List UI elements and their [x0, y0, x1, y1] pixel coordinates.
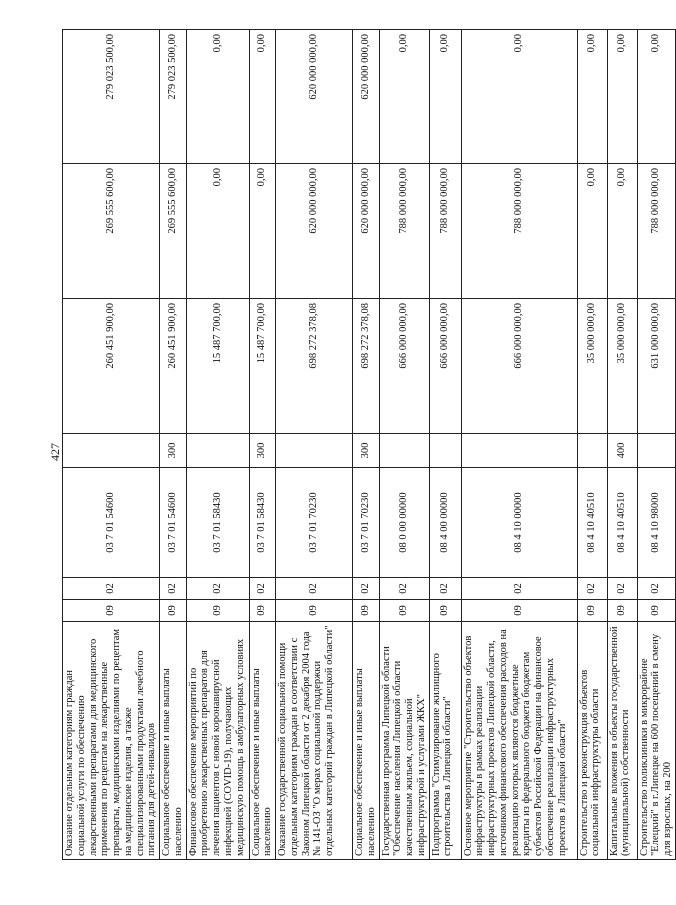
section-code: 02: [63, 578, 160, 600]
section-code: 02: [249, 578, 276, 600]
expense-type-code: 300: [160, 434, 187, 468]
amount-2024: 0,00: [186, 30, 249, 164]
amount-2023: 620 000 000,00: [353, 164, 380, 299]
amount-2023: 0,00: [249, 164, 276, 299]
target-article-code: 03 7 01 54600: [63, 468, 160, 578]
row-name: Подпрограмма "Стимулирование жилищного строительства в Липецкой области": [429, 622, 461, 860]
target-article-code: 03 7 01 70230: [276, 468, 353, 578]
amount-2023: 269 555 600,00: [160, 164, 187, 299]
table-row: [186, 30, 249, 860]
table-row: [63, 30, 160, 860]
table-row: [461, 30, 577, 860]
ved-code: 09: [63, 600, 160, 622]
amount-2024: 279 023 500,00: [160, 30, 187, 164]
expense-type-code: [429, 434, 461, 468]
ved-code: 09: [186, 600, 249, 622]
expense-type-code: 400: [607, 434, 637, 468]
page-number: 427: [48, 443, 62, 461]
ved-code: 09: [429, 600, 461, 622]
target-article-code: 08 4 10 00000: [461, 468, 577, 578]
amount-2024: 0,00: [379, 30, 429, 164]
section-code: 02: [276, 578, 353, 600]
amount-2023: 0,00: [186, 164, 249, 299]
amount-2022: 631 000 000,00: [637, 299, 675, 434]
expense-type-code: [379, 434, 429, 468]
amount-2022: 666 000 000,00: [461, 299, 577, 434]
section-code: 02: [637, 578, 675, 600]
ved-code: 09: [276, 600, 353, 622]
expense-type-code: 300: [249, 434, 276, 468]
target-article-code: 03 7 01 54600: [160, 468, 187, 578]
amount-2022: 35 000 000,00: [577, 299, 607, 434]
target-article-code: 08 0 00 00000: [379, 468, 429, 578]
amount-2022: 666 000 000,00: [379, 299, 429, 434]
amount-2022: 698 272 378,08: [353, 299, 380, 434]
section-code: 02: [429, 578, 461, 600]
ved-code: 09: [461, 600, 577, 622]
table-row: [160, 30, 187, 860]
target-article-code: 08 4 10 40510: [607, 468, 637, 578]
row-name: Капитальные вложения в объекты государственной (муниципальной) собственности: [607, 622, 637, 860]
row-name: Социальное обеспечение и иные выплаты населению: [353, 622, 380, 860]
table-row: [429, 30, 461, 860]
row-name: Оказание государственной социальной помощи отдельным категориям граждан в соответствии с Законом Липецкой области от 2 декабря 2004 года № 141-ОЗ "О мерах социальной поддержки отдельных категорий граждан в Липецкой области": [276, 622, 353, 860]
rotated-page: [62, 30, 673, 860]
target-article-code: 08 4 10 98000: [637, 468, 675, 578]
row-name: Социальное обеспечение и иные выплаты населению: [160, 622, 187, 860]
section-code: 02: [379, 578, 429, 600]
amount-2022: 35 000 000,00: [607, 299, 637, 434]
ved-code: 09: [249, 600, 276, 622]
table-row: [276, 30, 353, 860]
amount-2023: 269 555 600,00: [63, 164, 160, 299]
amount-2023: 620 000 000,00: [276, 164, 353, 299]
ved-code: 09: [607, 600, 637, 622]
amount-2023: 788 000 000,00: [637, 164, 675, 299]
ved-code: 09: [353, 600, 380, 622]
expense-type-code: [63, 434, 160, 468]
amount-2024: 0,00: [461, 30, 577, 164]
ved-code: 09: [577, 600, 607, 622]
row-name: Оказание отдельным категориям граждан социальной услуги по обеспечению лекарственными препаратами для медицинского применения по рецептам на лекарственные препараты, медицинскими изделиями по рецептам на медицинские изделия, а также специализированными продуктами лечебного питания для детей-инвалидов: [63, 622, 160, 860]
row-name: Социальное обеспечение и иные выплаты населению: [249, 622, 276, 860]
amount-2022: 15 487 700,00: [186, 299, 249, 434]
target-article-code: 03 7 01 58430: [186, 468, 249, 578]
table-row: [637, 30, 675, 860]
table-row: [379, 30, 429, 860]
amount-2024: 0,00: [577, 30, 607, 164]
section-code: 02: [577, 578, 607, 600]
amount-2024: 279 023 500,00: [63, 30, 160, 164]
amount-2022: 260 451 900,00: [160, 299, 187, 434]
target-article-code: 03 7 01 58430: [249, 468, 276, 578]
expense-type-code: [637, 434, 675, 468]
row-name: Финансовое обеспечение мероприятий по приобретению лекарственных препаратов для лечения пациентов с новой коронавирусной инфекцией (COVID-19), получающих медицинскую помощь в амбулаторных условиях: [186, 622, 249, 860]
table-row: [577, 30, 607, 860]
amount-2022: 666 000 000,00: [429, 299, 461, 434]
table-row: [353, 30, 380, 860]
amount-2022: 698 272 378,08: [276, 299, 353, 434]
target-article-code: 03 7 01 70230: [353, 468, 380, 578]
amount-2023: 0,00: [607, 164, 637, 299]
row-name: Строительство и реконструкция объектов социальной инфраструктуры области: [577, 622, 607, 860]
expense-type-code: [186, 434, 249, 468]
expense-type-code: [276, 434, 353, 468]
amount-2024: 0,00: [637, 30, 675, 164]
budget-table: [62, 29, 676, 860]
amount-2023: 0,00: [577, 164, 607, 299]
expense-type-code: [461, 434, 577, 468]
ved-code: 09: [379, 600, 429, 622]
section-code: 02: [607, 578, 637, 600]
section-code: 02: [353, 578, 380, 600]
expense-type-code: 300: [353, 434, 380, 468]
amount-2023: 788 000 000,00: [461, 164, 577, 299]
section-code: 02: [186, 578, 249, 600]
amount-2023: 788 000 000,00: [429, 164, 461, 299]
amount-2024: 0,00: [249, 30, 276, 164]
table-row: [249, 30, 276, 860]
ved-code: 09: [637, 600, 675, 622]
amount-2024: 620 000 000,00: [353, 30, 380, 164]
amount-2023: 788 000 000,00: [379, 164, 429, 299]
ved-code: 09: [160, 600, 187, 622]
amount-2022: 260 451 900,00: [63, 299, 160, 434]
table-row: [607, 30, 637, 860]
section-code: 02: [160, 578, 187, 600]
row-name: Государственная программа Липецкой области "Обеспечение населения Липецкой области качественным жильем, социальной инфраструктурой и услугами ЖКХ": [379, 622, 429, 860]
row-name: Основное мероприятие "Строительство объектов инфраструктуры в рамках реализации инфраструктурных проектов Липецкой области, источником финансового обеспечения расходов на реализацию которых являются бюджетные кредиты из федерального бюджета бюджетам субъектов Российской Федерации на финансовое обеспечение реализации инфраструктурных проектов в Липецкой области": [461, 622, 577, 860]
target-article-code: 08 4 00 00000: [429, 468, 461, 578]
amount-2022: 15 487 700,00: [249, 299, 276, 434]
amount-2024: 620 000 000,00: [276, 30, 353, 164]
expense-type-code: [577, 434, 607, 468]
target-article-code: 08 4 10 40510: [577, 468, 607, 578]
amount-2024: 0,00: [607, 30, 637, 164]
amount-2024: 0,00: [429, 30, 461, 164]
row-name: Строительство поликлиники в микрорайоне "Елецкий" в г.Липецке на 600 посещений в смену для взрослых, на 200: [637, 622, 675, 860]
section-code: 02: [461, 578, 577, 600]
